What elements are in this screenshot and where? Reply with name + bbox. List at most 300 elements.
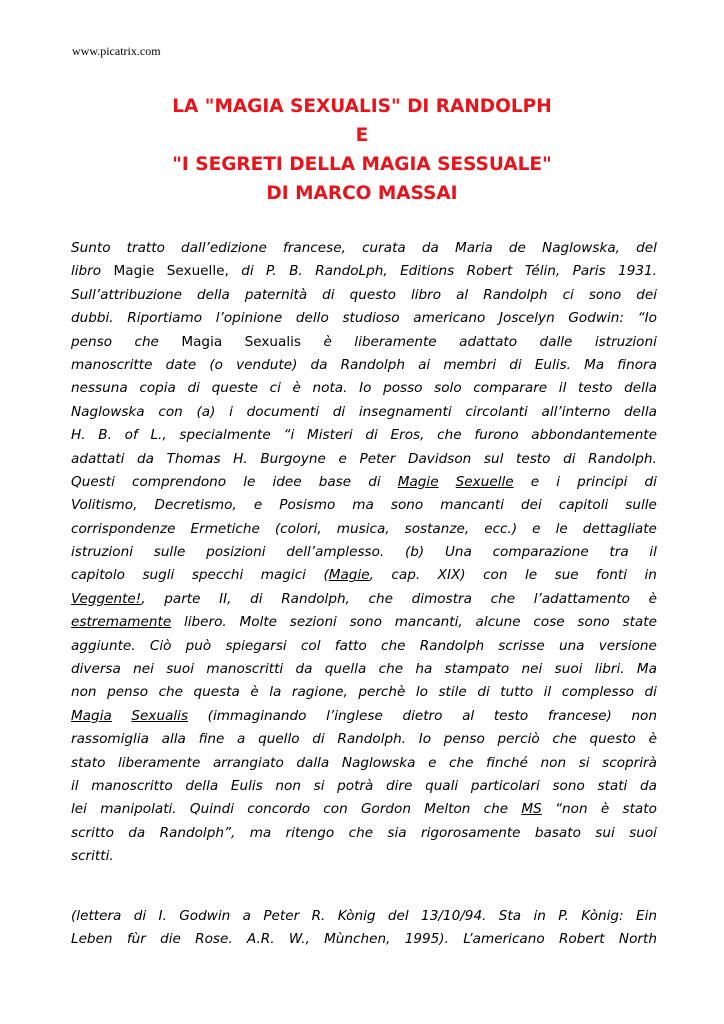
word: ma — [352, 497, 374, 514]
word: è — [323, 333, 332, 350]
word: Godwin — [179, 908, 231, 924]
word: Randolph — [419, 637, 485, 654]
word: libero. — [183, 614, 227, 631]
word: di — [312, 731, 325, 748]
word: il — [558, 380, 567, 397]
word: Quindi — [189, 801, 235, 818]
word: con — [158, 403, 183, 420]
text-line — [71, 448, 657, 471]
word: Volitismo, — [71, 497, 138, 514]
word: comprendono — [131, 473, 227, 490]
word: rassomiglia — [71, 731, 149, 748]
word: Sull’attribuzione — [71, 286, 182, 303]
word: sono — [390, 497, 424, 514]
word: che — [490, 590, 516, 607]
word: posso — [383, 380, 423, 397]
word: capitolo — [71, 567, 125, 584]
word: comparare — [473, 380, 548, 397]
word: 1931. — [618, 263, 657, 280]
word: suoi — [166, 661, 195, 678]
word: Joscelyn — [499, 310, 555, 327]
word: copia — [139, 380, 176, 397]
word: Sta — [498, 908, 522, 924]
word: scoprirà — [602, 754, 657, 771]
word: Melton — [424, 801, 471, 818]
word: nota. — [312, 380, 348, 397]
word: Posismo — [279, 497, 336, 514]
word: 1995). — [404, 931, 449, 948]
text-line — [71, 728, 657, 751]
word: i — [556, 473, 560, 490]
word: che — [437, 427, 462, 444]
word: potrà — [337, 777, 374, 794]
text-line — [71, 471, 657, 494]
word: A.R. — [246, 931, 275, 948]
word: della — [624, 380, 657, 397]
word: perchè — [358, 684, 406, 701]
word: stato — [71, 754, 106, 771]
word: che — [483, 801, 509, 818]
word: del — [636, 240, 657, 256]
text-line — [71, 284, 657, 307]
word: sezioni — [289, 614, 337, 631]
word: dietro — [402, 707, 443, 724]
word: rigorosamente — [420, 824, 521, 841]
word: il — [71, 777, 79, 794]
word: finché — [486, 754, 528, 771]
word: Thomas — [166, 450, 221, 467]
text-line — [71, 260, 657, 283]
word: può — [185, 637, 212, 654]
word: manoscritte — [71, 356, 153, 373]
word: documenti — [246, 403, 320, 420]
word: Robert — [558, 931, 605, 948]
word: alla — [161, 731, 186, 748]
word: Maria — [454, 240, 493, 256]
word: lo — [415, 684, 428, 701]
word: istruzioni — [71, 544, 134, 561]
word: Randolph, — [281, 590, 350, 607]
word: in — [644, 567, 657, 584]
word: de — [508, 240, 526, 256]
text-line — [71, 822, 657, 845]
word: insegnamenti — [358, 403, 452, 420]
word: furono — [474, 427, 519, 444]
word: ritengo — [285, 824, 335, 841]
text-line — [71, 681, 657, 704]
text-line — [71, 354, 657, 377]
word: Misteri — [307, 427, 353, 444]
title-line-1: LA "MAGIA SEXUALIS" DI RANDOLPH — [172, 96, 552, 117]
word: suoi — [629, 824, 657, 841]
word: di — [322, 286, 335, 303]
word: di — [133, 908, 147, 924]
word: di — [365, 427, 378, 444]
word: II, — [219, 590, 232, 607]
word: a — [242, 908, 251, 924]
word: da — [137, 450, 154, 467]
word: dire — [386, 777, 413, 794]
word: spiegarsi — [225, 637, 287, 654]
word: abbondantemente — [531, 427, 657, 444]
text-line — [71, 541, 657, 564]
word: state — [622, 614, 657, 631]
word: sono — [349, 614, 382, 631]
word: liberamente — [117, 754, 201, 771]
word: testo — [516, 450, 551, 467]
word: Magia — [71, 707, 112, 724]
word: base — [318, 473, 352, 490]
word: parte — [164, 590, 201, 607]
word: (lettera — [71, 908, 122, 924]
word: Kònig — [337, 908, 376, 924]
document-title — [60, 92, 664, 208]
text-line — [71, 331, 657, 354]
word: sono — [588, 286, 622, 303]
word: fatto — [334, 637, 367, 654]
word: Naglowska, — [542, 240, 620, 256]
title-line-2: E — [355, 125, 369, 146]
word: Peter — [359, 450, 396, 467]
word: adattati — [71, 450, 125, 467]
word: dalla — [296, 754, 330, 771]
paragraph-main — [71, 237, 657, 869]
word: a — [237, 731, 246, 748]
word: che — [552, 731, 577, 748]
word: capitoli — [558, 497, 609, 514]
word: ci — [562, 286, 574, 303]
word: Naglowska — [71, 403, 145, 420]
text-line — [71, 635, 657, 658]
word: (b) — [404, 544, 425, 561]
text-line — [71, 494, 657, 517]
text-line — [71, 611, 657, 634]
word: Randolph. — [337, 731, 407, 748]
word: che — [381, 637, 406, 654]
word: Veggente!, — [71, 590, 146, 607]
word: di — [644, 684, 657, 701]
word: del — [387, 908, 409, 924]
word: RandoLph, — [315, 263, 388, 280]
word: da — [640, 777, 657, 794]
word: di — [563, 450, 576, 467]
text-line — [71, 798, 657, 821]
text-line — [71, 905, 657, 928]
word: questo — [349, 286, 396, 303]
word: libro — [71, 263, 102, 280]
text-line — [71, 658, 657, 681]
word: stampato — [444, 661, 510, 678]
word: aggiunte. — [71, 637, 136, 654]
word: di — [187, 380, 200, 397]
word: Magie — [397, 473, 439, 490]
word: curata — [362, 240, 406, 256]
word: americano — [413, 310, 486, 327]
text-line — [71, 752, 657, 775]
word: Io — [418, 731, 432, 748]
word: “Io — [637, 310, 657, 327]
word: 13/10/94. — [421, 908, 487, 924]
word: con — [323, 801, 348, 818]
word: Editions — [400, 263, 455, 280]
word: all’interno — [541, 403, 611, 420]
word: è — [648, 731, 657, 748]
word: “i — [283, 427, 295, 444]
word: Naglowska — [341, 754, 416, 771]
word: dalle — [539, 333, 573, 350]
word: concordo — [247, 801, 311, 818]
word: della — [196, 286, 230, 303]
title-line-4: DI MARCO MASSAI — [266, 183, 458, 204]
word: principi — [577, 473, 628, 490]
word: di — [332, 403, 346, 420]
word: studioso — [342, 310, 400, 327]
word: istruzioni — [594, 333, 657, 350]
word: nessuna — [71, 380, 128, 397]
word: si — [578, 754, 590, 771]
word: da — [295, 661, 313, 678]
word: fine — [198, 731, 225, 748]
word: Robert — [466, 263, 513, 280]
word: magici — [260, 567, 306, 584]
word: Randolph — [483, 286, 548, 303]
word: dei — [636, 286, 657, 303]
word: della — [185, 777, 219, 794]
word: sugli — [142, 567, 175, 584]
word: di — [477, 684, 490, 701]
word: L., — [150, 427, 167, 444]
word: particolari — [470, 777, 540, 794]
word: Rose. — [195, 931, 233, 948]
word: Peter — [263, 908, 300, 924]
word: quella — [324, 661, 367, 678]
word: Leben — [71, 931, 113, 948]
word: Ein — [636, 908, 657, 924]
word: cap. — [391, 567, 421, 584]
word: (Magie, — [323, 567, 374, 584]
word: stati — [597, 777, 628, 794]
word: finora — [617, 356, 657, 373]
word: non — [631, 707, 657, 724]
word: da — [310, 356, 328, 373]
word: (o — [209, 356, 223, 373]
word: che — [134, 333, 159, 350]
word: XIX) — [437, 567, 466, 584]
word: die — [160, 931, 181, 948]
word: paternità — [244, 286, 308, 303]
word: questa — [193, 684, 240, 701]
word: Kònig: — [581, 908, 624, 924]
word: ragione, — [291, 684, 348, 701]
word: B. — [98, 427, 112, 444]
word: questo — [589, 731, 636, 748]
word: dello — [295, 310, 329, 327]
word: queste — [211, 380, 258, 397]
word: Una — [444, 544, 472, 561]
word: fonti — [596, 567, 627, 584]
word: sulle — [625, 497, 657, 514]
word: arrangiato — [212, 754, 284, 771]
word: che — [368, 590, 393, 607]
text-line — [71, 401, 657, 424]
word: diversa — [71, 661, 121, 678]
word: di — [644, 473, 657, 490]
word: versione — [598, 637, 657, 654]
word: specchi — [191, 567, 244, 584]
text-line — [71, 518, 657, 541]
word: dimostra — [411, 590, 472, 607]
word: P. — [266, 263, 277, 280]
word: è — [600, 801, 610, 818]
word: la — [269, 684, 282, 701]
word: Ermetiche — [190, 520, 260, 537]
word: Sunto — [71, 240, 111, 256]
word: e — [530, 473, 540, 490]
word: sui — [595, 824, 615, 841]
word: Riportiamo — [127, 310, 203, 327]
paragraph-letter — [71, 905, 657, 952]
word: alcune — [475, 614, 521, 631]
word: Godwin: — [568, 310, 624, 327]
word: adattato — [459, 333, 518, 350]
word: Télin, — [524, 263, 561, 280]
word: dell’amplesso. — [286, 544, 385, 561]
word: Eulis — [230, 777, 263, 794]
word: musica, — [336, 520, 390, 537]
word: solo — [434, 380, 462, 397]
word: Molte — [239, 614, 278, 631]
word: Gordon — [360, 801, 411, 818]
word: che — [158, 684, 184, 701]
word: H. — [233, 450, 248, 467]
text-line — [71, 377, 657, 400]
word: (a) — [196, 403, 216, 420]
word: non — [275, 777, 301, 794]
word: ci — [269, 380, 281, 397]
word: estremamente — [71, 614, 172, 631]
word: scrisse — [498, 637, 545, 654]
word: North — [618, 931, 657, 948]
word: tratto — [126, 240, 165, 256]
word: corrispondenze — [71, 520, 176, 537]
word: una — [558, 637, 585, 654]
word: stato — [622, 801, 657, 818]
word: Eros, — [390, 427, 425, 444]
word: complesso — [561, 684, 635, 701]
word: è — [292, 380, 301, 397]
word: di — [241, 263, 254, 280]
word: dubbi. — [71, 310, 114, 327]
word: scritti. — [71, 848, 114, 865]
word: penso — [443, 731, 485, 748]
word: sia — [387, 824, 407, 841]
word: da — [128, 824, 146, 841]
word: Mùnchen, — [324, 931, 391, 948]
word: le — [243, 473, 256, 490]
word: è — [648, 590, 657, 607]
word: dall’edizione — [181, 240, 267, 256]
word: si — [313, 777, 325, 794]
word: comparazione — [492, 544, 589, 561]
word: L’americano — [463, 931, 545, 948]
word: stile — [438, 684, 467, 701]
word: (colori, — [274, 520, 322, 537]
word: quali — [425, 777, 459, 794]
word: basato — [534, 824, 581, 841]
word: MS — [521, 801, 542, 818]
word: testo — [493, 707, 529, 724]
word: Io — [359, 380, 372, 397]
word: lei — [71, 801, 87, 818]
text-line — [71, 588, 657, 611]
word: Questi — [71, 473, 115, 490]
text-line — [71, 424, 657, 447]
word: Ma — [584, 356, 605, 373]
word: i — [229, 403, 233, 420]
word: scritto — [71, 824, 114, 841]
word: le — [555, 520, 568, 537]
word: sul — [483, 450, 504, 467]
text-line — [71, 237, 657, 260]
word: manipolati. — [100, 801, 177, 818]
word: il — [543, 684, 552, 701]
word: P. — [558, 908, 569, 924]
word: sulle — [153, 544, 186, 561]
word: e — [253, 497, 263, 514]
word: mancanti — [440, 497, 504, 514]
word: penso — [71, 333, 113, 350]
word: Decretismo, — [154, 497, 237, 514]
word: I. — [158, 908, 167, 924]
word: R. — [311, 908, 326, 924]
word: libro — [410, 286, 442, 303]
word: membri — [443, 356, 497, 373]
word: sono — [577, 614, 610, 631]
word: al — [456, 286, 469, 303]
word: ai — [418, 356, 431, 373]
text-line — [71, 307, 657, 330]
site-url: www.picatrix.com — [72, 44, 161, 58]
word: il — [649, 544, 657, 561]
word: Randolph”, — [159, 824, 236, 841]
word: liberamente — [354, 333, 437, 350]
word: Sexuelle — [455, 473, 514, 490]
word: col — [300, 637, 321, 654]
word: cose — [533, 614, 565, 631]
word: al — [462, 707, 475, 724]
word: Eulis. — [534, 356, 571, 373]
word: sono — [552, 777, 585, 794]
word: e — [428, 754, 437, 771]
word: Randolph — [340, 356, 405, 373]
word: della — [624, 403, 657, 420]
word: H. — [71, 427, 86, 444]
word: Sexualis — [131, 707, 189, 724]
word: le — [524, 567, 538, 584]
word: manoscritto — [91, 777, 173, 794]
word: quello — [258, 731, 300, 748]
word: posizioni — [206, 544, 266, 561]
word: specialmente — [179, 427, 271, 444]
word: francese) — [547, 707, 612, 724]
word: B. — [289, 263, 303, 280]
word: Burgoyne — [260, 450, 326, 467]
word: Magia — [181, 333, 223, 350]
word: da — [421, 240, 439, 256]
text-line — [71, 928, 657, 951]
word: testo — [578, 380, 613, 397]
title-line-3: "I SEGRETI DELLA MAGIA SESSUALE" — [172, 154, 552, 175]
